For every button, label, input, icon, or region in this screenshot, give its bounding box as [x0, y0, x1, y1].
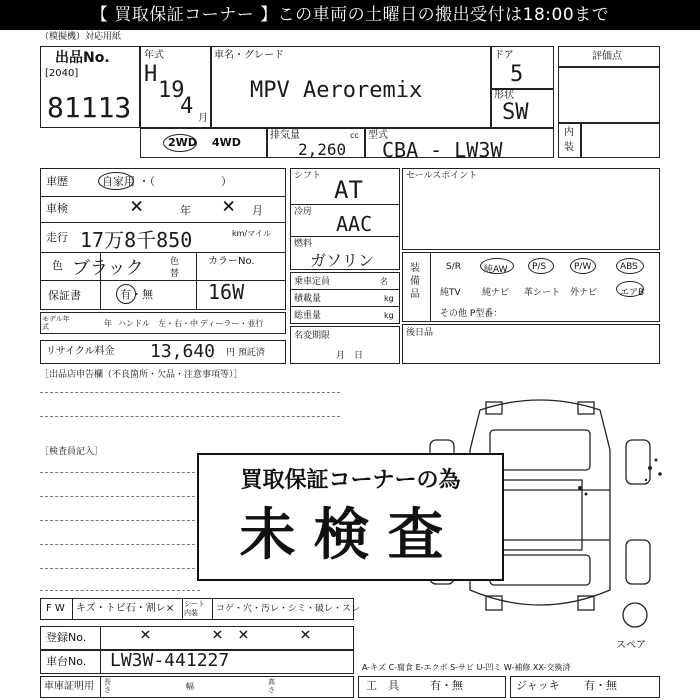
equip-leather: 革シート [524, 288, 561, 298]
lot-label: 出品No. [55, 50, 110, 66]
tools-value: 有・無 [430, 679, 463, 692]
doors-value: 5 [510, 62, 524, 87]
inspection-month-unit: 月 [252, 204, 263, 217]
month-unit: 月 [198, 113, 208, 124]
history-label: 車歴 [46, 175, 68, 188]
inspection-year-unit: 年 [180, 204, 191, 217]
doors-label: ドア [494, 50, 514, 61]
load-unit: kg [384, 294, 394, 303]
shift-value: AT [334, 176, 363, 204]
equip-airbag: エアB [620, 288, 645, 298]
equip-label: 装備品 [410, 263, 420, 300]
equip-other: その他 P型番： [440, 309, 503, 319]
shift-label: シフト [294, 171, 322, 181]
month-value: 4 [180, 94, 194, 119]
equip-ext-navi: 外ナビ [570, 288, 598, 298]
jack-value: 有・無 [584, 679, 617, 692]
history-options: 自家用 ・（ ） [102, 175, 232, 188]
spare-label: スペア [616, 640, 646, 651]
model-year-label: モデル年式 [42, 315, 70, 331]
rating-label: 評価点 [592, 51, 622, 62]
model-value: CBA - LW3W [382, 138, 503, 162]
name-change-unit: 月 日 [336, 351, 364, 361]
color-change-label: 色替 [170, 257, 180, 279]
mileage-value: 17万8千850 [80, 228, 193, 252]
equip-navi: 純ナビ [482, 288, 510, 298]
capacity-label: 乗車定員 [294, 277, 331, 287]
chassis-value: LW3W-441227 [110, 650, 230, 671]
car-name-label: 車名・グレード [214, 50, 284, 61]
gross-label: 総重量 [294, 311, 322, 321]
warranty-label: 保証書 [48, 289, 81, 302]
seat-text: コゲ・穴・汚レ・シミ・破レ・スレ [216, 604, 361, 614]
name-change-label: 名変期限 [294, 331, 331, 341]
postscript-box [402, 324, 660, 364]
recycle-unit: 円 預託済 [226, 348, 265, 358]
ac-value: AAC [336, 212, 373, 236]
displacement-label: 排気量 [270, 130, 300, 141]
shape-value: SW [502, 100, 529, 125]
warranty-value: 有・無 [120, 288, 153, 301]
declaration-label: ［出品店申告欄（不良箇所・欠品・注意事項等）］ [40, 370, 243, 380]
mileage-unit: km/マイル [232, 229, 271, 238]
year-era: H [144, 62, 158, 87]
seat-label: シート内装 [184, 600, 205, 617]
color-label: 色 [52, 259, 63, 272]
capacity-unit: 名 [380, 277, 388, 286]
load-label: 積載量 [294, 294, 322, 304]
stamp-title: 買取保証コーナーの為 [240, 468, 461, 493]
lot-code: [2040] [45, 68, 79, 79]
handle-label: ハンドル 左・右・中 [118, 319, 198, 328]
top-banner: 【 買取保証コーナー 】この車両の土曜日の搬出受付は18:00まで [0, 0, 700, 30]
stamp-main: 未検査 [239, 503, 462, 568]
color-no-value: 16W [208, 280, 245, 304]
chassis-label: 車台No. [46, 655, 87, 668]
mileage-label: 走行 [46, 231, 68, 244]
equip-tv: 純TV [440, 288, 461, 298]
ac-label: 冷房 [294, 207, 313, 217]
displacement-value: 2,260 [298, 140, 347, 159]
uninspected-stamp [197, 453, 504, 581]
drive-2wd: 2WD [168, 136, 197, 149]
fw-text: キズ・トビ石・割レ× [76, 603, 175, 614]
model-label: 型式 [368, 130, 388, 141]
interior-label-2: 装 [564, 142, 574, 153]
fuel-label: 燃料 [294, 239, 313, 249]
registration-label: 登録No. [46, 631, 87, 644]
recycle-value: 13,640 [150, 341, 216, 362]
inspection-label: 車検 [46, 202, 68, 215]
color-value: ブラック [72, 258, 144, 279]
sales-label: セールスポイント [406, 171, 478, 181]
equip-aw: 純AW [484, 265, 508, 275]
equip-pw: P/W [574, 262, 592, 272]
recycle-label: リサイクル料金 [46, 346, 115, 357]
fuel-value: ガソリン [310, 251, 375, 270]
interior-label-1: 内 [564, 127, 574, 138]
fw-label: F W [46, 603, 65, 614]
year-label: 年式 [144, 50, 164, 61]
cert-height: 高さ [268, 678, 275, 694]
drive-4wd: 4WD [212, 136, 241, 149]
shape-label: 形状 [494, 90, 514, 101]
equip-sr: S/R [446, 262, 461, 272]
color-no-label: カラーNo. [208, 256, 255, 267]
car-name: MPV Aeroremix [250, 78, 423, 103]
cert-width: 幅 [186, 682, 194, 691]
lot-box [40, 46, 140, 128]
lot-number: 81113 [47, 91, 132, 124]
dealer-label: ディーラー・並行 [200, 319, 264, 328]
tools-label: 工 具 [366, 679, 399, 692]
equip-abs: ABS [620, 262, 638, 272]
displacement-unit: cc [350, 131, 359, 140]
inspector-label: ［検査員記入］ [40, 447, 104, 457]
cert-length: 長さ [104, 678, 111, 694]
gross-unit: kg [384, 311, 394, 320]
model-year-unit: 年 [104, 319, 112, 328]
cert-label: 車庫証明用 [44, 681, 94, 692]
jack-label: ジャッキ [516, 679, 560, 692]
form-type-label: （模擬機）対応用紙 [40, 32, 122, 42]
year-value: 19 [158, 78, 185, 103]
legend-text: A-キズ C-腐食 E-エクボ S-サビ U-凹ミ W-補修 XX-交換済 [362, 663, 571, 672]
equip-ps: P/S [532, 262, 547, 272]
postscript-label: 後日品 [406, 328, 434, 338]
